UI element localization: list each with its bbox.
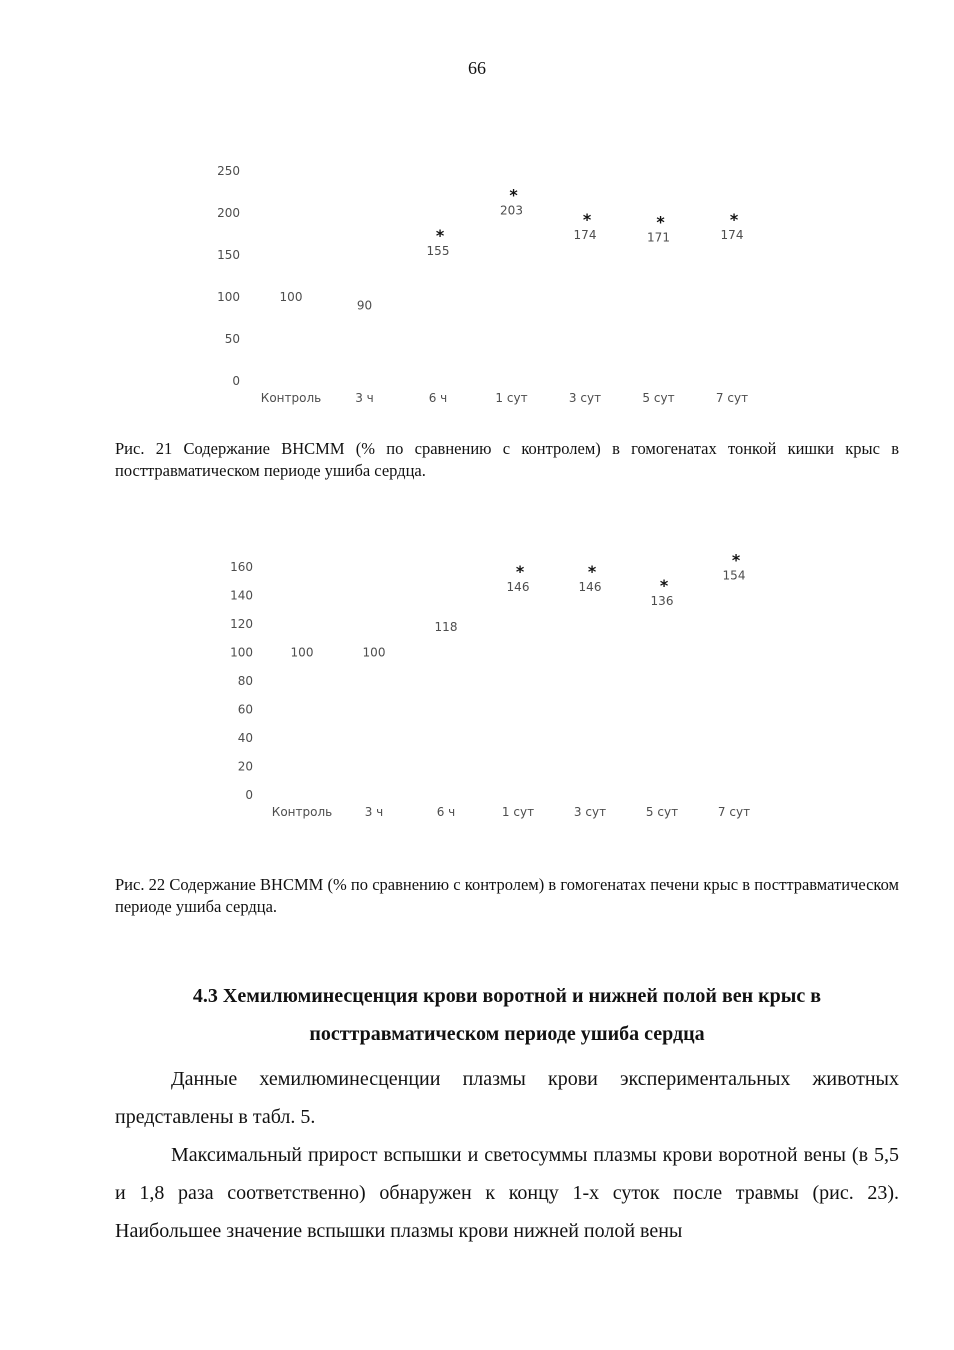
chart-fig21 [0,150,954,410]
x-tick-label: 5 сут [642,391,675,405]
data-label: 118 [434,619,458,634]
x-tick-label: 3 ч [364,805,384,819]
section-heading-line2: посттравматическом периоде ушиба сердца [309,1023,705,1045]
data-label: 174 [573,227,597,242]
y-tick-label: 120 [230,617,253,631]
data-label: 100 [290,645,314,660]
x-tick-label: Контроль [260,391,322,405]
significance-star: * [731,550,741,570]
figure-21-caption: Рис. 21 Содержание ВНСММ (% по сравнению с контролем) в гомогенатах тонкой кишки крыс в посттравматическом периоде ушиба сердца. [115,439,899,480]
significance-star: * [582,209,592,229]
section-heading [115,977,899,1053]
significance-star: * [515,561,525,581]
x-tick-label: Контроль [271,805,333,819]
x-tick-label: 1 сут [501,805,535,819]
y-tick-label: 160 [230,560,253,574]
y-tick-label: 20 [237,759,253,774]
data-label: 146 [578,579,602,594]
data-label: 155 [426,243,450,258]
significance-star: * [659,576,669,596]
data-label: 203 [500,203,523,218]
data-label: 171 [647,230,670,245]
x-tick-label: 7 сут [717,805,751,819]
y-tick-label: 150 [217,248,240,262]
x-tick-label: 3 сут [573,805,607,819]
x-tick-label: 6 ч [436,805,456,819]
y-tick-label: 50 [224,332,240,346]
data-label: 136 [650,594,674,609]
paragraph-1: Данные хемилюминесценции плазмы крови экспериментальных животных представлены в табл. 5. [115,1068,899,1128]
x-tick-label: 7 сут [715,391,749,405]
paragraph-2: Максимальный прирост вспышки и светосуммы плазмы крови воротной вены (в 5,5 и 1,8 раза соответственно) обнаружен к концу 1-х суток после травмы (рис. 23). Наибольшее значение вспышки плазмы крови нижней полой вены [115,1144,899,1242]
y-tick-label: 100 [230,645,253,660]
y-tick-label: 250 [217,164,240,178]
y-tick-label: 60 [237,702,253,717]
x-tick-label: 3 сут [568,391,602,405]
data-label: 154 [722,568,746,583]
data-label: 100 [362,645,386,660]
figure-22-caption: Рис. 22 Содержание ВНСММ (% по сравнению с контролем) в гомогенатах печени крыс в посттравматическом периоде ушиба сердца. [115,875,899,916]
x-tick-label: 1 сут [495,391,528,405]
significance-star: * [587,561,597,581]
significance-star: * [509,185,518,205]
data-label: 90 [356,298,373,313]
y-tick-label: 40 [237,731,253,745]
y-tick-label: 0 [245,788,253,802]
data-label: 174 [720,227,744,242]
significance-star: * [656,212,665,232]
x-tick-label: 3 ч [355,391,374,405]
chart-fig22 [0,525,954,825]
data-label: 146 [506,579,530,594]
y-tick-label: 0 [232,374,240,388]
data-label: 100 [279,290,303,304]
y-tick-label: 80 [237,674,253,688]
significance-star: * [729,209,739,229]
x-tick-label: 5 сут [645,805,679,819]
page-number: 66 [468,58,486,78]
y-tick-label: 100 [217,290,240,304]
y-tick-label: 200 [217,206,240,220]
significance-star: * [435,225,445,245]
x-tick-label: 6 ч [428,391,448,405]
section-body [115,1060,899,1250]
section-heading-line1: 4.3 Хемилюминесценция крови воротной и нижней полой вен крыс в [192,985,822,1007]
y-tick-label: 140 [230,588,253,603]
